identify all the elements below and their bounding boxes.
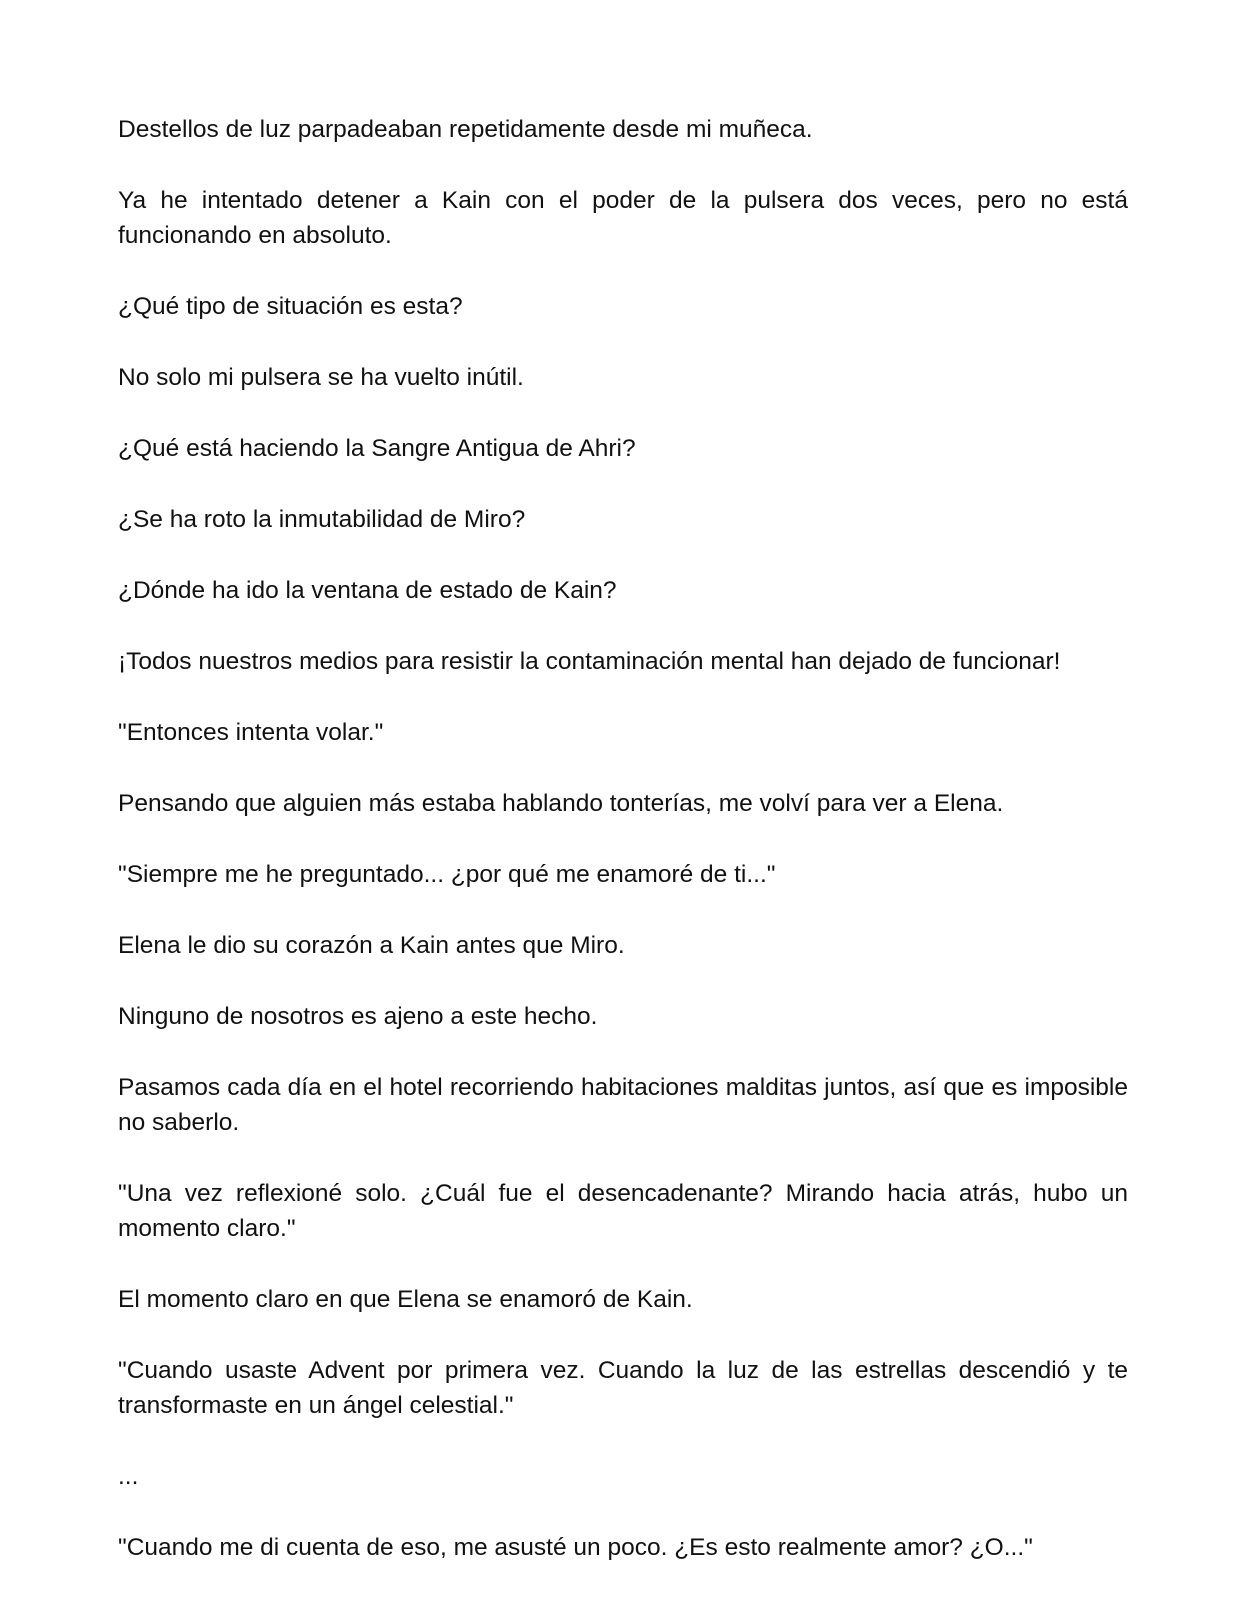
paragraph: "Entonces intenta volar." bbox=[118, 719, 384, 746]
paragraph: Elena le dio su corazón a Kain antes que Miro. bbox=[118, 932, 625, 959]
paragraph: El momento claro en que Elena se enamoró de Kain. bbox=[118, 1286, 693, 1313]
paragraph: ... bbox=[118, 1463, 139, 1490]
paragraph: ¿Qué tipo de situación es esta? bbox=[118, 293, 463, 320]
paragraph: ¡Todos nuestros medios para resistir la contaminación mental han dejado de funcionar! bbox=[118, 648, 1061, 675]
paragraph: Ninguno de nosotros es ajeno a este hecho. bbox=[118, 1003, 598, 1030]
paragraph: Destellos de luz parpadeaban repetidamente desde mi muñeca. bbox=[118, 116, 813, 143]
paragraph: Ya he intentado detener a Kain con el poder de la pulsera dos veces, pero no está funcionando en absoluto. bbox=[118, 187, 1128, 249]
paragraph: ¿Dónde ha ido la ventana de estado de Kain? bbox=[118, 577, 617, 604]
paragraph: "Cuando usaste Advent por primera vez. Cuando la luz de las estrellas descendió y te transformaste en un ángel celestial." bbox=[118, 1357, 1128, 1419]
paragraph: Pensando que alguien más estaba hablando tonterías, me volví para ver a Elena. bbox=[118, 790, 1004, 817]
paragraph: "Siempre me he preguntado... ¿por qué me enamoré de ti..." bbox=[118, 861, 776, 888]
paragraph: ¿Se ha roto la inmutabilidad de Miro? bbox=[118, 506, 526, 533]
paragraph: No solo mi pulsera se ha vuelto inútil. bbox=[118, 364, 524, 391]
paragraph: "Una vez reflexioné solo. ¿Cuál fue el desencadenante? Mirando hacia atrás, hubo un momento claro." bbox=[118, 1180, 1128, 1242]
paragraph: Pasamos cada día en el hotel recorriendo habitaciones malditas juntos, así que es imposible no saberlo. bbox=[118, 1074, 1128, 1136]
paragraph: ¿Qué está haciendo la Sangre Antigua de Ahri? bbox=[118, 435, 636, 462]
paragraph: "Cuando me di cuenta de eso, me asusté un poco. ¿Es esto realmente amor? ¿O..." bbox=[118, 1534, 1033, 1561]
document-body bbox=[118, 112, 1128, 1601]
